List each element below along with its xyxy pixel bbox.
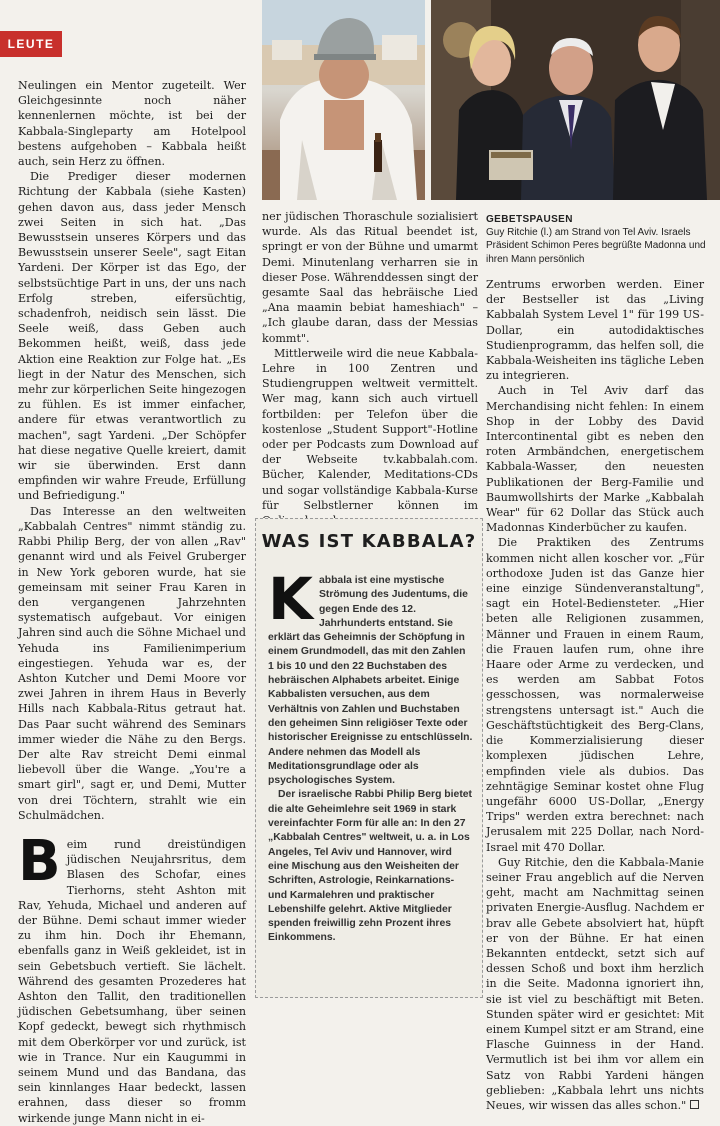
dropcap-letter: B bbox=[18, 828, 61, 894]
col3-paragraph: Auch in Tel Aviv darf das Merchandising nicht fehlen: In einem Shop in der Lobby des David Intercontinental gibt es neben den roten Armbändchen, energetischem Kabbala-Wasser, den neuesten Publikationen der Berg-Familie und Baumwollshirts der Marke „Kabbalah Wear" für 62 Dollar das Stück auch Madonnas Kinderbücher zu kaufen. bbox=[486, 384, 704, 535]
col1-paragraph-text: eim rund dreistündigen jüdischen Neujahrsritus, dem Blasen des Schofar, eines Tierhorns, steht Ashton mit Rav, Yehuda, Michael und anderen auf der Bühne. Demi schaut immer wieder zu ihm hin. Doch ihr Ehemann, ebenfalls ganz in Weiß gekleidet, ist in sein Gebetsbuch vertieft. Sie lächelt. Während des gesamten Prozederes hat Ashton den Tallit, den traditionellen jüdischen Gebetsumhang, über seinen Kopf gedeckt, bewegt sich rhythmisch mit dem Oberkörper vor und zurück, ist wie in Trance. Nur ein Kaugummi in seinem Mund und das Bandana, das sein kinnlanges Haar bedeckt, lassen erahnen, dass dieser so fromm wirkende junge Mann nicht in ei- bbox=[18, 837, 246, 1125]
info-box-paragraph bbox=[268, 565, 473, 788]
col2-paragraph: ner jüdischen Thoraschule sozialisiert wurde. Als das Ritual beendet ist, springt er von der Bühne und umarmt Demi. Minutenlang verharren sie in dieser Pose. Währenddessen singt der gesamte Saal das hebräische Lied „Ana maamin bebiat hameshiach" – „Ich glaube daran, dass der Messias kommt". bbox=[262, 210, 478, 345]
caption-heading: GEBETSPAUSEN bbox=[486, 214, 573, 225]
article-column-1 bbox=[18, 78, 246, 1126]
col1-dropcap-paragraph bbox=[18, 828, 246, 1126]
col1-paragraph: Neulingen ein Mentor zugeteilt. Wer Gleichgesinnte noch näher kennenlernen möchte, ist bei der Kabbala-Singleparty am Hotelpool bestens aufgehoben – Kabbala heißt auch, sein Herz zu öffnen. bbox=[18, 79, 246, 169]
info-box-title: WAS IST KABBALA? bbox=[261, 531, 477, 552]
photo-caption bbox=[486, 213, 711, 266]
box-dropcap-letter: K bbox=[268, 565, 313, 633]
caption-text: Guy Ritchie (l.) am Strand von Tel Aviv. Israels Präsident Schimon Peres begrüßte Madonna und ihren Mann persönlich bbox=[486, 227, 706, 265]
section-tag: LEUTE bbox=[0, 31, 62, 57]
photo-guy-ritchie-beach bbox=[262, 0, 425, 200]
col1-paragraph: Das Interesse an den weltweiten „Kabbalah Centres" nimmt ständig zu. Rabbi Philip Berg, der von allen „Rav" genannt wird und als Feivel Gruberger in New York geboren wurde, hat sie gemeinsam mit seiner Frau Karen in den vergangenen Jahrzehnten systematisch aufgebaut. Vor einigen Jahren sind auch die Söhne Michael und Yehuda ins Familienimperium eingestiegen. Yehuda war es, der Ashton Kutcher und Demi Moore vor zwei Jahren in ihrem Haus in Beverly Hills nach Kabbala-Ritus getraut hat. Das Paar sucht während des Seminars immer wieder die Nähe zu den Bergs. Der alte Rav streicht Demi einmal liebevoll über die Wange. „You're a smart girl", sagt er, und Demi, Mutter von drei Töchtern, strahlt wie ein Schulmädchen. bbox=[18, 504, 246, 822]
col1-paragraph: Die Prediger dieser modernen Richtung der Kabbala (siehe Kasten) gehen davon aus, dass jeder Mensch zwei Seiten in sich hat. „Das Bewusstsein unseres Körpers und das Bewusstsein unserer Seele", sagt Eitan Yardeni. Der Körper ist das Ego, der selbstsüchtige Part in uns, der uns nach Erfolg streben, eifersüchtig, schadenfroh, neidisch sein lässt. Die Seele weiß, dass Geben auch Bekommen heißt, weiß, dass jede Aktion eine Reaktion zur Folge hat. „Es liegt in der Natur des Menschen, sich mehr zur körperlichen Seite hingezogen zu fühlen. Es ist immer einfacher, andere für etwas verantwortlich zu machen", sagt Yardeni. „Der Schöpfer hat diese negative Quelle kreiert, damit wir sie überwinden. Erst dann empfinden wir wahre Freude, Erfüllung und Befriedigung." bbox=[18, 170, 246, 503]
end-of-article-mark bbox=[690, 1100, 699, 1109]
col2-paragraph: Mittlerweile wird die neue Kabbala-Lehre in 100 Zentren und Studiengruppen weltweit vermittelt. Wer mag, kann sich auch virtuell fortbilden: per Telefon über die kostenlose „Student Support"-Hotline oder per Podcasts zum Download auf der Webseite tv.kabbalah.com. Bücher, Kalender, Meditations-CDs und sogar vollständige Kabbala-Kurse für Selbstlerner können im bbox=[262, 346, 478, 512]
info-box-paragraph-text: abbala ist eine mystische Strömung des Judentums, die gegen Ende des 12. Jahrhunderts entstand. Sie erklärt das Geheimnis der Schöpfung in einem Grundmodell, das mit den Zahlen 1 bis 10 und den 22 Buchstaben des hebräischen Alphabets arbeitet. Einige Kabbalisten versuchen, aus dem Verhältnis von Zahlen und Buchstaben den geheimen Sinn religiöser Texte oder historischer Ereignisse zu entschlüsseln. Andere nehmen das Modell als Meditationsgrundlage oder als psychologisches System. bbox=[268, 575, 473, 787]
article-column-2 bbox=[262, 209, 478, 528]
group-photo-illustration bbox=[431, 0, 720, 200]
photo-madonna-peres-ritchie bbox=[431, 0, 720, 200]
col3-paragraph-last bbox=[486, 855, 704, 1113]
article-column-3 bbox=[486, 277, 704, 1113]
col3-paragraph-text: Guy Ritchie, den die Kabbala-Manie seiner Frau angeblich auf die Nerven geht, macht am Nachmittag seinen privaten Energie-Ausflug. Nachdem er brav alle Gebete absolviert hat, hüpft er von der Bühne. Er hat einen Bekannten entdeckt, setzt sich auf dessen Schoß und boxt ihm herzlich in die Seite. Madonna ignoriert ihn, sie ist viel zu beschäftigt mit Beten. Stunden später wird er gesichtet: Mit einem Kumpel sitzt er am Strand, eine Flasche Guinness in der Hand. Vermutlich ist bei ihm vor allem ein Satz von Rabbi Yardeni hängen geblieben: „Kabbala lehrt uns nichts Neues, wir wissen das alles schon." bbox=[486, 855, 704, 1112]
col3-paragraph: Die Praktiken des Zentrums kommen nicht allen koscher vor. „Für orthodoxe Juden ist das Ganze hier eine einzige Sündenveranstaltung", sagt ein Hotel-Bediensteter. „Hier beten alle Religionen zusammen, Männer und Frauen in einem Raum, die Frauen laufen rum, ohne ihre Haare oder Arme zu verdecken, und es werden am Sabbat Fotos gesschossen, was normalerweise strengstens untersagt ist." Auch die Geschäftstüchtigkeit des Berg-Clans, die Kommerzialisierung dieser komplexen jüdischen Lehre, empfinden viele als dubios. Das zehntägige Seminar kostet ohne Flug ungefähr 6000 US-Dollar, „Energy Trips" werden extra berechnet: nach Jerusalem mit 225 Dollar, nach Nord-Israel mit 470 Dollar. bbox=[486, 536, 704, 854]
info-box-text bbox=[268, 565, 473, 946]
beach-photo-illustration bbox=[262, 0, 425, 200]
col3-paragraph: Zentrums erworben werden. Einer der Bestseller ist das „Living Kabbalah System Level 1" für 199 US-Dollar, ein autodidaktisches Studienprogramm, das helfen soll, die Kabbala-Weisheiten ins tägliche Leben zu integrieren. bbox=[486, 278, 704, 383]
info-box-kabbala bbox=[255, 518, 483, 998]
info-box-paragraph: Der israelische Rabbi Philip Berg bietet die alte Geheimlehre seit 1969 in stark vereinfachter Form für alle an: In den 27 „Kabbalah Centres" weltweit, u. a. in Los Angeles, Tel Aviv und Hannover, wird eine Mischung aus den Weisheiten der Schriften, Astrologie, Reinkarnations- und Karmalehren und praktischer Lebenshilfe gelehrt. Aktive Mitglieder spenden freiwillig zehn Prozent ihres Einkommens. bbox=[268, 789, 473, 944]
